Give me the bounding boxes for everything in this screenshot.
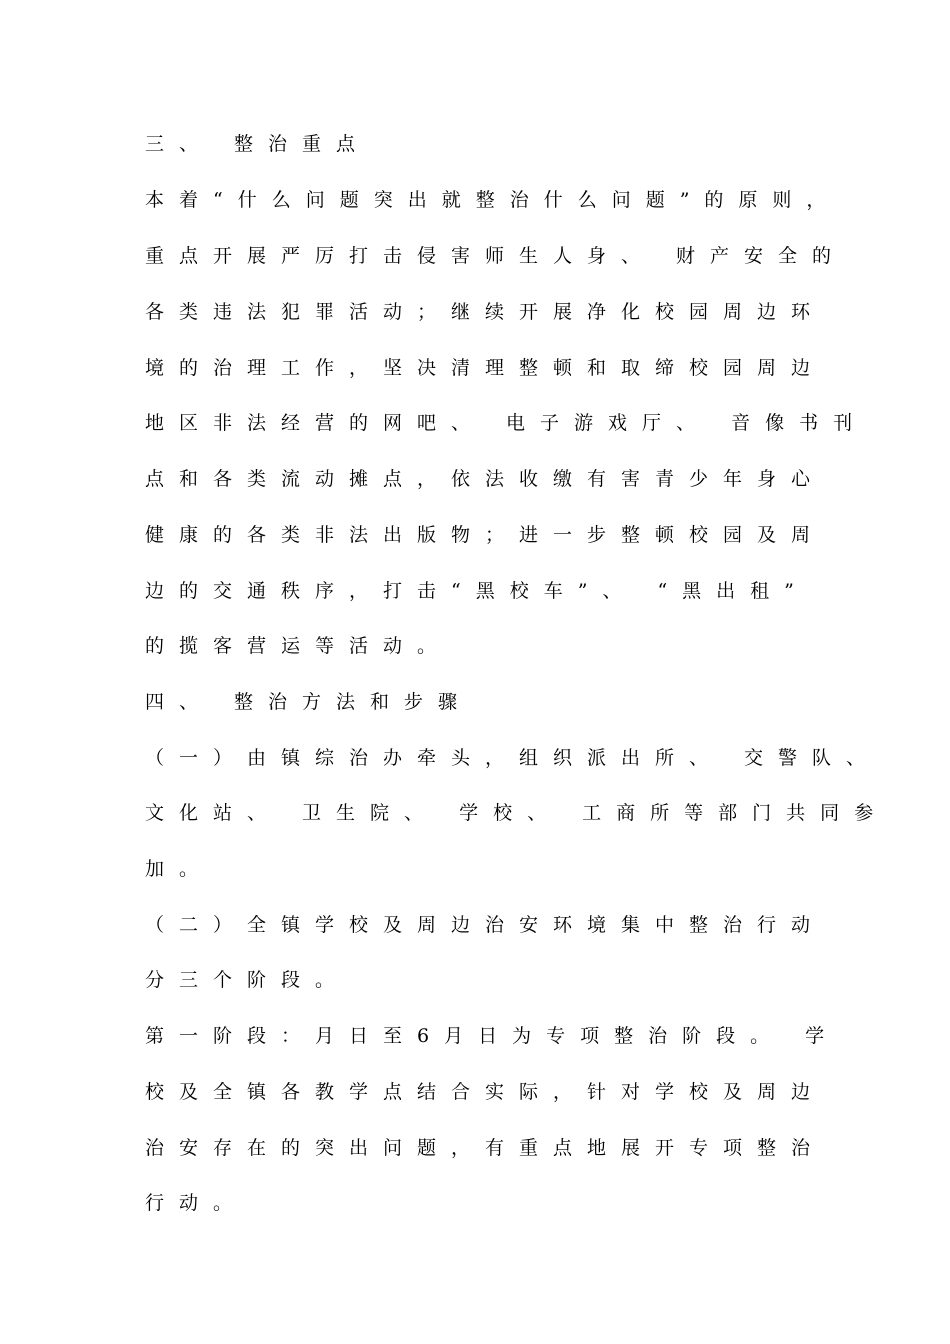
- text-line: （二）全镇学校及周边治安环境集中整治行动: [145, 914, 826, 936]
- text-line: 地区非法经营的网吧、 电子游戏厅、 音像书刊: [145, 412, 868, 434]
- text-line: 境的治理工作，坚决清理整顿和取缔校园周边: [145, 357, 826, 379]
- text-line: 点和各类流动摊点，依法收缴有害青少年身心: [145, 468, 826, 490]
- text-line: 边的交通秩序，打击“黑校车”、 “黑出租”: [145, 580, 809, 602]
- text-line: 各类违法犯罪活动；继续开展净化校园周边环: [145, 301, 826, 323]
- text-line: 第一阶段：月日至6月日为专项整治阶段。 学: [145, 1025, 840, 1047]
- text-line: 加。: [145, 858, 214, 880]
- section-heading-4: 四、 整治方法和步骤: [145, 691, 473, 713]
- text-line: 文化站、 卫生院、 学校、 工商所等部门共同参: [145, 802, 889, 824]
- section-heading-3: 三、 整治重点: [145, 133, 371, 155]
- text-line: 健康的各类非法出版物；进一步整顿校园及周: [145, 524, 826, 546]
- text-line: 分三个阶段。: [145, 969, 350, 991]
- text-line: （一）由镇综治办牵头，组织派出所、 交警队、: [145, 747, 881, 769]
- text-line: 治安存在的突出问题，有重点地展开专项整治: [145, 1137, 826, 1159]
- text-line: 本着“什么问题突出就整治什么问题”的原则，: [145, 189, 841, 211]
- text-line: 重点开展严厉打击侵害师生人身、 财产安全的: [145, 245, 847, 267]
- text-line: 行动。: [145, 1192, 248, 1214]
- text-line: 校及全镇各教学点结合实际，针对学校及周边: [145, 1081, 826, 1103]
- text-line: 的揽客营运等活动。: [145, 635, 452, 657]
